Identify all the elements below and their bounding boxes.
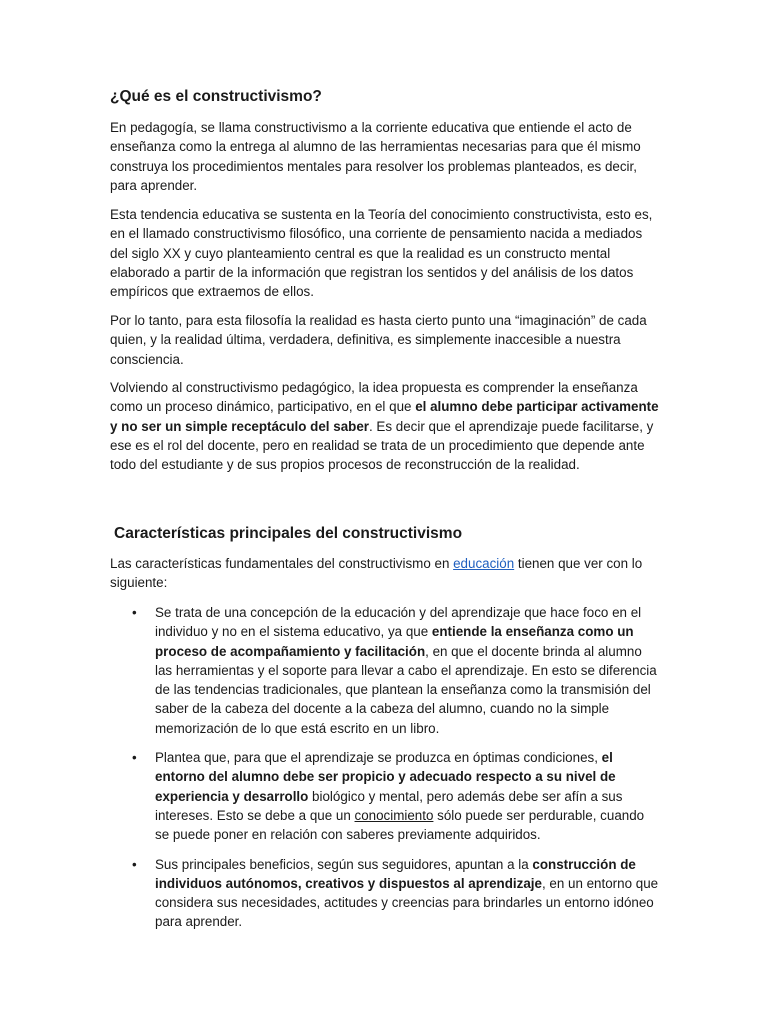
heading-main-characteristics: Características principales del constructivismo: [114, 525, 463, 542]
paragraph-pedagogical-text-c: . Es decir que el aprendizaje puede facilitarse, y ese es el rol del docente, pero en realidad se trata de un procedimiento que depende ante todo del estudiante y de sus propios procesos de reconstrucción de la realidad.: [110, 418, 654, 473]
list-item-text-c: , en un entorno que considera sus necesidades, actitudes y creencias para brindarles un entorno idóneo para aprender.: [155, 875, 659, 930]
paragraph-pedagogical-text-a: Volviendo al constructivismo pedagógico, la idea propuesta es comprender la enseñanza como un proceso dinámico, participativo, en el que: [110, 380, 638, 415]
list-item: [110, 748, 660, 844]
list-item: [110, 603, 660, 738]
list-item-text-a: Sus principales beneficios, según sus seguidores, apuntan a la: [155, 856, 533, 872]
list-item-text-d: sólo puede ser perdurable, cuando se puede poner en relación con saberes previamente adquiridos.: [155, 807, 645, 843]
bullet-icon: •: [132, 605, 137, 620]
characteristics-list: [110, 603, 660, 942]
heading-what-is-constructivism: ¿Qué es el constructivismo?: [110, 88, 322, 105]
list-item-bold: el entorno del alumno debe ser propicio y adecuado respecto a su nivel de experiencia y desarrollo: [155, 750, 616, 804]
list-item-bold: construcción de individuos autónomos, creativos y dispuestos al aprendizaje: [155, 856, 636, 891]
bullet-icon: •: [132, 750, 137, 766]
characteristics-intro-text-a: Las características fundamentales del constructivismo en: [110, 556, 454, 571]
list-item: [110, 855, 660, 932]
paragraph-philosophy: Por lo tanto, para esta filosofía la realidad es hasta cierto punto una “imaginación” de cada quien, y la realidad última, verdadera, definitiva, es simplemente inaccesible a nuestra consciencia.: [110, 313, 647, 367]
bullet-icon: •: [132, 856, 137, 872]
list-item-text-a: Plantea que, para que el aprendizaje se produzca en óptimas condiciones,: [155, 750, 602, 766]
paragraph-pedagogical-bold: el alumno debe participar activamente y no ser un simple receptáculo del saber: [110, 399, 659, 434]
list-item-text-a: Se trata de una concepción de la educación y del aprendizaje que hace foco en el individuo y no en el sistema educativo, ya que: [155, 605, 642, 640]
characteristics-intro-text-c: tienen que ver con lo siguiente:: [110, 556, 643, 591]
paragraph-pedagogical: [110, 378, 660, 474]
knowledge-underlined-term: conocimiento: [354, 807, 434, 823]
education-link[interactable]: educación: [453, 556, 515, 571]
list-item-text-c: biológico y mental, pero además debe ser afín a sus intereses. Esto se debe a que un: [155, 788, 623, 823]
paragraph-definition: En pedagogía, se llama constructivismo a la corriente educativa que entiende el acto de enseñanza como la entrega al alumno de las herramientas necesarias para que él mismo construya los procedimientos mentales para resolver los problemas planteados, es decir, para aprender.: [110, 120, 641, 193]
paragraph-characteristics-intro: [110, 554, 660, 593]
list-item-bold: entiende la enseñanza como un proceso de acompañamiento y facilitación: [155, 624, 634, 659]
list-item-text-c: , en que el docente brinda al alumno las herramientas y el soporte para llevar a cabo el aprendizaje. En esto se diferencia de las tendencias tradicionales, que plantean la enseñanza como la transmisión del saber de la cabeza del docente a la cabeza del alumno, cuando no la simple memorización de lo que está escrito en un libro.: [155, 643, 657, 736]
paragraph-theory: Esta tendencia educativa se sustenta en la Teoría del conocimiento constructivista, esto es, en el llamado constructivismo filosófico, una corriente de pensamiento nacida a mediados del siglo XX y cuyo planteamiento central es que la realidad es un constructo mental elaborado a partir de la información que registran los sentidos y del análisis de los datos empíricos que extraemos de ellos.: [110, 207, 653, 300]
